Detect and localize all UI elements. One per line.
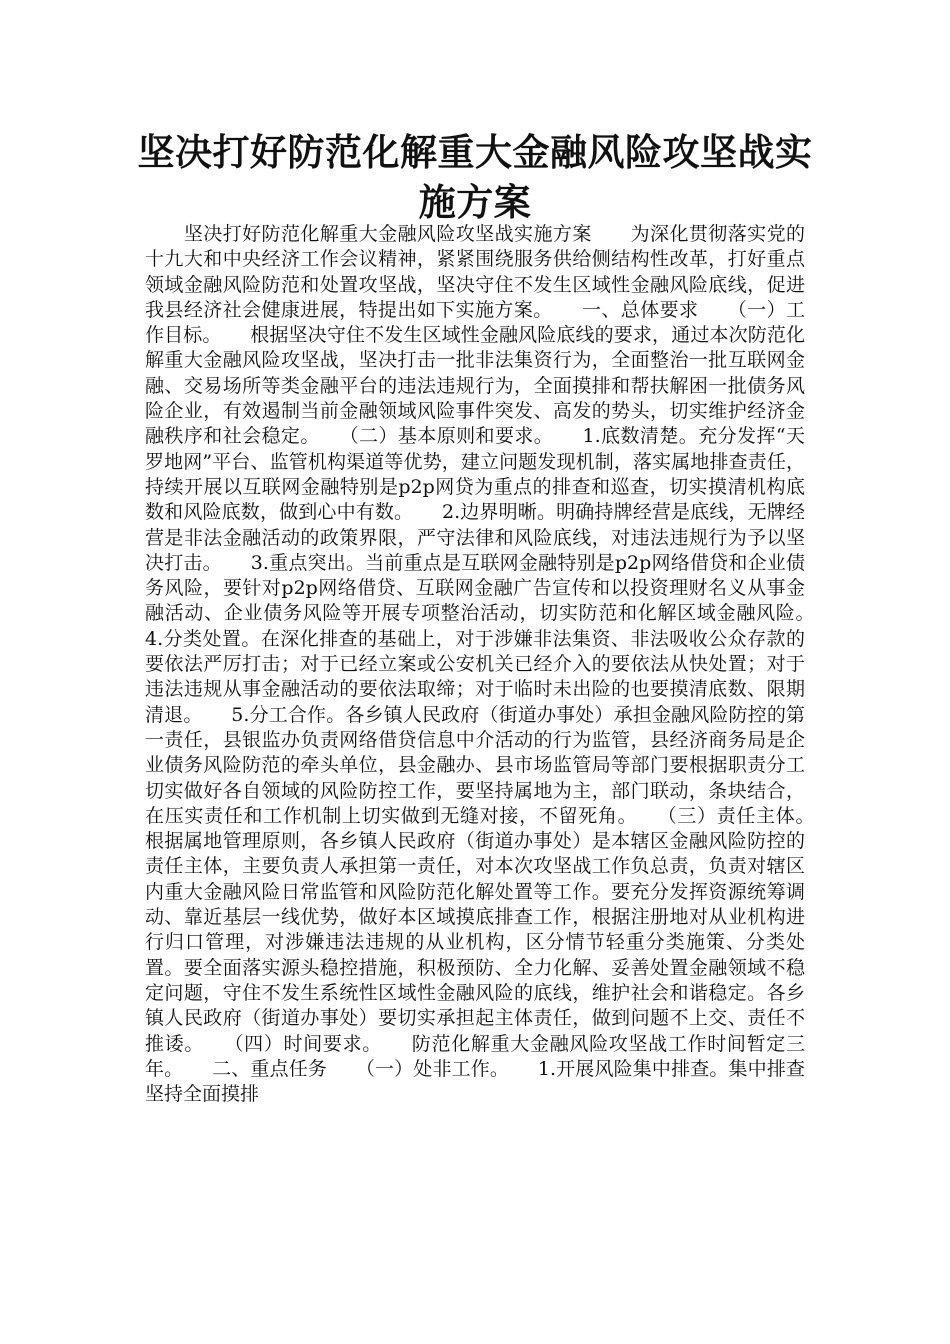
document-body: 坚决打好防范化解重大金融风险攻坚战实施方案 为深化贯彻落实党的十九大和中央经济工作会议精神，紧紧围绕服务供给侧结构性改革，打好重点领域金融风险防范和处置攻坚战，坚决守住不发生区域性金融风险底线，促进我县经济社会健康进展，特提出如下实施方案。 一、总体要求 （一）工作目标。 根据坚决守住不发生区域性金融风险底线的要求，通过本次防范化解重大金融风险攻坚战，坚决打击一批非法集资行为，全面整治一批互联网金融、交易场所等类金融平台的违法违规行为，全面摸排和帮扶解困一批债务风险企业，有效遏制当前金融领域风险事件突发、高发的势头，切实维护经济金融秩序和社会稳定。 （二）基本原则和要求。 1.底数清楚。充分发挥“天罗地网”平台、监管机构渠道等优势，建立问题发现机制，落实属地排查责任，持续开展以互联网金融特别是p2p网贷为重点的排查和巡查，切实摸清机构底数和风险底数，做到心中有数。 2.边界明晰。明确持牌经营是底线，无牌经营是非法金融活动的政策界限，严守法律和风险底线，对违法违规行为予以坚决打击。 3.重点突出。当前重点是互联网金融特别是p2p网络借贷和企业债务风险，要针对p2p网络借贷、互联网金融广告宣传和以投资理财名义从事金融活动、企业债务风险等开展专项整治活动，切实防范和化解区域金融风险。 4.分类处置。在深化排查的基础上，对于涉嫌非法集资、非法吸收公众存款的要依法严厉打击；对于已经立案或公安机关已经介入的要依法从快处置；对于违法违规从事金融活动的要依法取缔；对于临时未出险的也要摸清底数、限期清退。 5.分工合作。各乡镇人民政府（街道办事处）承担金融风险防控的第一责任，县银监办负责网络借贷信息中介活动的行为监管，县经济商务局是企业债务风险防范的牵头单位，县金融办、县市场监管局等部门要根据职责分工切实做好各自领域的风险防控工作，要坚持属地为主，部门联动，条块结合，在压实责任和工作机制上切实做到无缝对接，不留死角。 （三）责任主体。 根据属地管理原则，各乡镇人民政府（街道办事处）是本辖区金融风险防控的责任主体，主要负责人承担第一责任，对本次攻坚战工作负总责，负责对辖区内重大金融风险日常监管和风险防范化解处置等工作。要充分发挥资源统筹调动、靠近基层一线优势，做好本区域摸底排查工作，根据注册地对从业机构进行归口管理，对涉嫌违法违规的从业机构，区分情节轻重分类施策、分类处置。要全面落实源头稳控措施，积极预防、全力化解、妥善处置金融领域不稳定问题，守住不发生系统性区域性金融风险的底线，维护社会和谐稳定。各乡镇人民政府（街道办事处）要切实承担起主体责任，做到问题不上交、责任不推诿。 （四）时间要求。 防范化解重大金融风险攻坚战工作时间暂定三年。 二、重点任务 （一）处非工作。 1.开展风险集中排查。集中排查坚持全面摸排 bbox=[145, 223, 844, 1106]
document-title: 坚决打好防范化解重大金融风险攻坚战实施方案 bbox=[137, 131, 813, 224]
